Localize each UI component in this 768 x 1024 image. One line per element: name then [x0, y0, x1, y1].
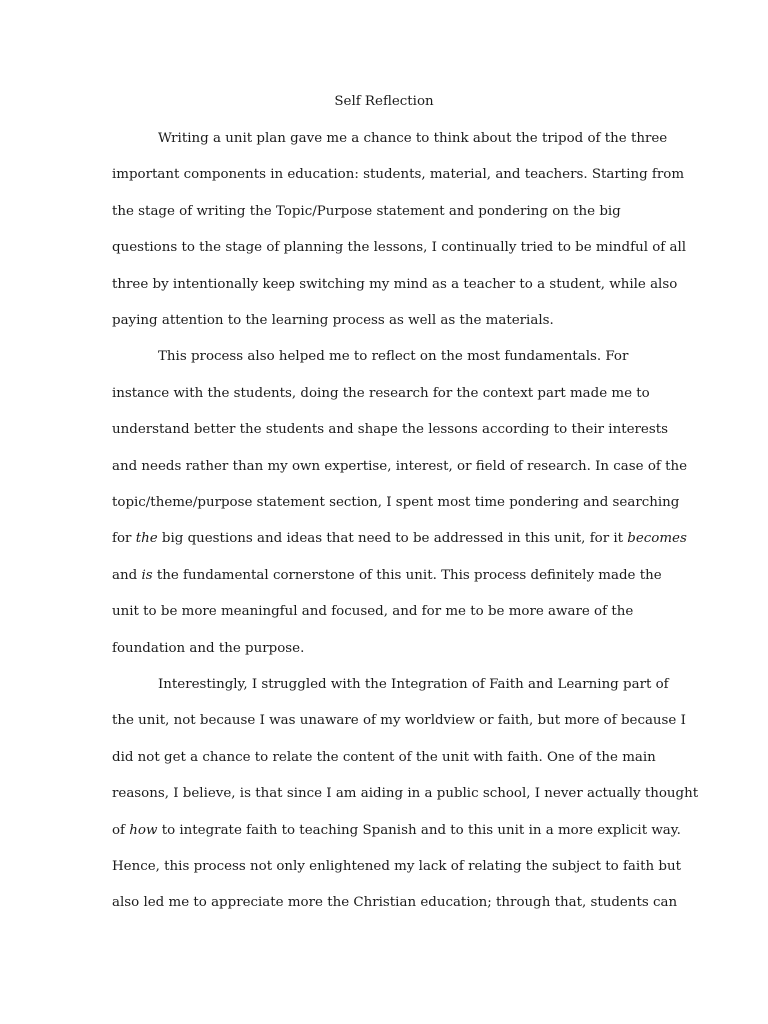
paragraph-3-line [112, 893, 677, 913]
text-segment: foundation and the purpose. [112, 640, 305, 656]
paragraph-1-line [158, 129, 667, 149]
text-segment: paying attention to the learning process as well as the materials. [112, 313, 554, 328]
paragraph-3-line [158, 675, 669, 695]
paragraph-1-line [112, 165, 684, 185]
text-segment: This process also helped me to reflect on the most fundamentals. For [158, 349, 629, 365]
text-segment: three by intentionally keep switching my mind as a teacher to a student, while also [112, 276, 678, 292]
paragraph-1-line [112, 311, 554, 331]
text-segment: did not get a chance to relate the content of the unit with faith. One of the main [112, 749, 656, 765]
text-segment: and [112, 567, 142, 583]
text-segment: also led me to appreciate more the Christian education; through that, students can [112, 895, 678, 911]
text-segment: questions to the stage of planning the lessons, I continually tried to be mindful of all [112, 240, 687, 256]
text-segment: Writing a unit plan gave me a chance to think about the tripod of the three [158, 131, 668, 146]
paragraph-2-line [112, 457, 687, 477]
italic-emphasis: becomes [627, 531, 687, 547]
paragraph-2-line [112, 566, 662, 586]
text-segment: Hence, this process not only enlightened my lack of relating the subject to faith but [112, 859, 682, 874]
text-segment: for [112, 531, 136, 547]
text-segment: understand better the students and shape the lessons according to their interests [112, 422, 668, 438]
paragraph-1-line [112, 238, 686, 258]
italic-emphasis: the [135, 531, 158, 547]
text-segment: reasons, I believe, is that since I am aiding in a public school, I never actually thought [112, 786, 699, 802]
text-segment: the unit, not because I was unaware of my worldview or faith, but more of because I [112, 713, 686, 729]
paragraph-2-line [112, 493, 679, 513]
paragraph-3-line [112, 821, 681, 841]
paragraph-2-line [112, 384, 650, 404]
paragraph-3-line [112, 857, 681, 877]
text-segment: important components in education: students, material, and teachers. Starting from [112, 167, 685, 183]
text-segment: unit to be more meaningful and focused, and for me to be more aware of the [112, 604, 634, 620]
text-segment: the stage of writing the Topic/Purpose statement and pondering on the big [112, 203, 621, 219]
paragraph-3-line [112, 784, 698, 804]
paragraph-2-line [112, 602, 633, 622]
text-segment: big questions and ideas that need to be addressed in this unit, for it [157, 531, 628, 547]
italic-emphasis: is [141, 567, 153, 583]
text-segment: topic/theme/purpose statement section, I spent most time pondering and searching [112, 495, 680, 510]
text-segment: and needs rather than my own expertise, interest, or field of research. In case of the [112, 458, 688, 474]
text-segment: of [112, 822, 130, 838]
paragraph-2-line [112, 529, 687, 549]
paragraph-2-line [112, 639, 304, 659]
paragraph-3-line [112, 711, 686, 731]
document-title: Self Reflection [334, 94, 434, 109]
paragraph-1-line [112, 275, 677, 295]
text-segment: Interestingly, I struggled with the Integration of Faith and Learning part of [158, 677, 669, 692]
text-segment: instance with the students, doing the research for the context part made me to [112, 385, 650, 401]
italic-emphasis: how [129, 822, 158, 838]
text-segment: the fundamental cornerstone of this unit. This process definitely made the [152, 567, 662, 583]
paragraph-3-line [112, 748, 656, 768]
paragraph-2-line [112, 420, 668, 440]
text-segment: to integrate faith to teaching Spanish and to this unit in a more explicit way. [157, 822, 681, 838]
paragraph-1-line [112, 202, 621, 222]
paragraph-2-line [158, 347, 628, 367]
